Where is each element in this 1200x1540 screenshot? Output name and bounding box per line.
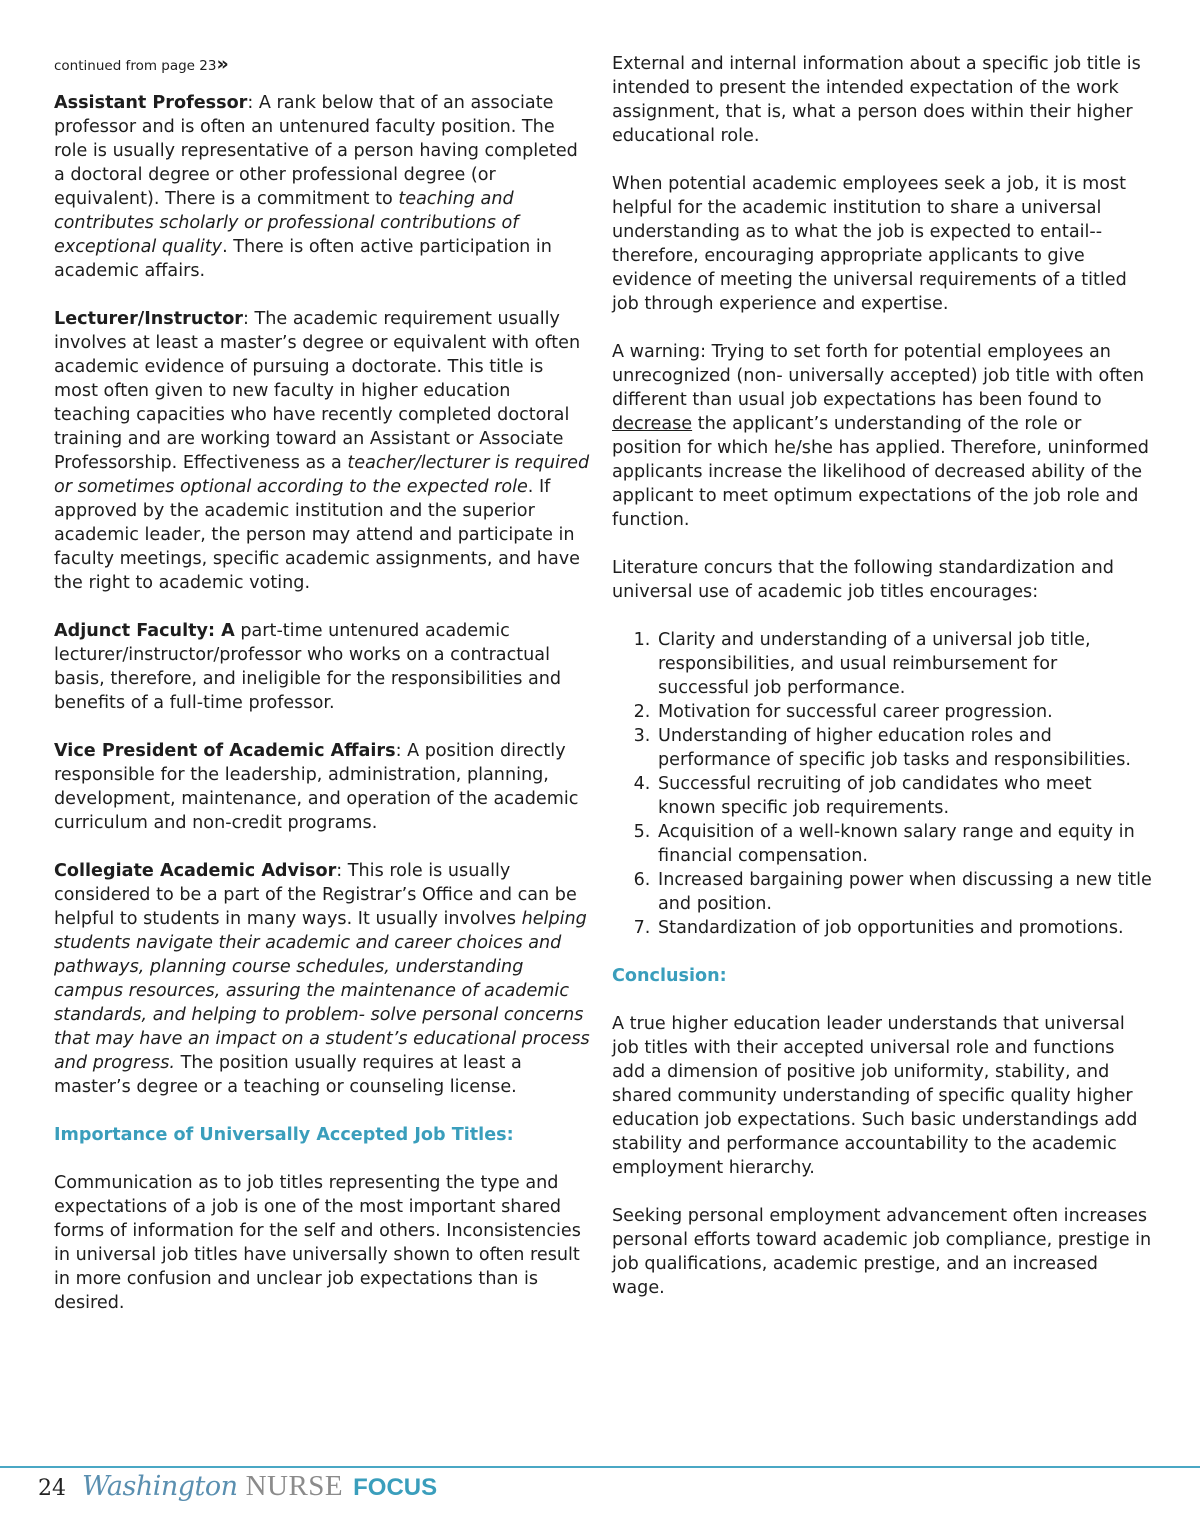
external-internal-paragraph: External and internal information about a specific job title is intended to present the intended expectation of the work assignment, that is, what a person does within their higher educational role. bbox=[612, 54, 1141, 146]
brand-logo-focus: FOCUS bbox=[353, 1474, 438, 1501]
footer-divider bbox=[0, 1466, 1200, 1468]
literature-paragraph: Literature concurs that the following standardization and universal use of academic job titles encourages: bbox=[612, 558, 1114, 602]
list-item: 4. Successful recruiting of job candidates who meet known specific job requirements. bbox=[656, 772, 1152, 820]
adjunct-paragraph: Adjunct Faculty: A part-time untenured academic lecturer/instructor/professor who works on a contractual basis, therefore, and ineligible for the responsibilities and benefits of a full-time professor. bbox=[54, 621, 562, 713]
list-item: 3. Understanding of higher education roles and performance of specific job tasks and responsibilities. bbox=[656, 724, 1152, 772]
decrease-underlined: decrease bbox=[612, 414, 693, 434]
assistant-professor-paragraph: Assistant Professor: A rank below that of an associate professor and is often an untenured faculty position. The role is usually representative of a person having completed a doctoral degree or other professional degree (or equivalent). There is a commitment to teaching and contributes scholarly or professional contributions of exceptional quality. There is often active participation in academic affairs. bbox=[54, 93, 578, 281]
list-item: 5. Acquisition of a well-known salary range and equity in financial compensation. bbox=[656, 820, 1152, 868]
list-item: 2. Motivation for successful career progression. bbox=[656, 700, 1152, 724]
brand-logo-nurse: NURSE bbox=[245, 1470, 344, 1502]
brand-logo-script: Washington bbox=[82, 1471, 238, 1502]
left-column bbox=[54, 52, 590, 1339]
list-item: 1. Clarity and understanding of a universal job title, responsibilities, and usual reimbursement for successful job performance. bbox=[656, 628, 1152, 700]
conclusion-heading: Conclusion: bbox=[612, 966, 727, 986]
vice-president-paragraph: Vice President of Academic Affairs: A position directly responsible for the leadership, administration, planning, development, maintenance, and operation of the academic curriculum and non-credit programs. bbox=[54, 741, 579, 833]
advisor-paragraph: Collegiate Academic Advisor: This role is usually considered to be a part of the Registrar’s Office and can be helpful to students in many ways. It usually involves helping students navigate their academic and career choices and pathways, planning course schedules, understanding campus resources, assuring the maintenance of academic standards, and helping to problem- solve personal concerns that may have an impact on a student’s educational process and progress. The position usually requires at least a master’s degree or a teaching or counseling license. bbox=[54, 861, 590, 1097]
lecturer-paragraph: Lecturer/Instructor: The academic requirement usually involves at least a master’s degree or equivalent with often academic evidence of pursuing a doctorate. This title is most often given to new faculty in higher education teaching capacities who have recently completed doctoral training and are working toward an Assistant or Associate Professorship. Effectiveness as a teacher/lecturer is required or sometimes optional according to the expected role. If approved by the academic institution and the superior academic leader, the person may attend and participate in faculty meetings, specific academic assignments, and have the right to academic voting. bbox=[54, 309, 590, 593]
term-academic-advisor: Collegiate Academic Advisor bbox=[54, 861, 337, 881]
list-item: 7. Standardization of job opportunities and promotions. bbox=[656, 916, 1152, 940]
importance-heading: Importance of Universally Accepted Job Titles: bbox=[54, 1125, 514, 1145]
continued-note[interactable]: continued from page 23» bbox=[54, 53, 229, 75]
conclusion-paragraph-2: Seeking personal employment advancement often increases personal efforts toward academic job compliance, prestige in job qualifications, academic prestige, and an increased wage. bbox=[612, 1206, 1152, 1298]
term-lecturer-instructor: Lecturer/Instructor bbox=[54, 309, 243, 329]
continue-arrow-icon: » bbox=[216, 53, 229, 75]
list-item: 6. Increased bargaining power when discussing a new title and position. bbox=[656, 868, 1152, 916]
term-adjunct-faculty: Adjunct Faculty: A bbox=[54, 621, 235, 641]
term-vice-president: Vice President of Academic Affairs bbox=[54, 741, 396, 761]
benefits-list bbox=[612, 628, 1152, 940]
potential-employees-paragraph: When potential academic employees seek a job, it is most helpful for the academic institution to share a universal understanding as to what the job is expected to entail-- therefore, encouraging appropriate applicants to give evidence of meeting the universal requirements of a titled job through experience and expertise. bbox=[612, 174, 1127, 314]
page-number: 24 bbox=[38, 1476, 66, 1501]
warning-paragraph: A warning: Trying to set forth for potential employees an unrecognized (non- universally accepted) job title with often different than usual job expectations has been found to decrease the applicant’s understanding of the role or position for which he/she has applied. Therefore, uninformed applicants increase the likelihood of decreased ability of the applicant to meet optimum expectations of the job role and function. bbox=[612, 342, 1149, 530]
communication-paragraph: Communication as to job titles representing the type and expectations of a job is one of the most important shared forms of information for the self and others. Inconsistencies in universal job titles have universally shown to often result in more confusion and unclear job expectations than is desired. bbox=[54, 1173, 581, 1313]
page-footer bbox=[38, 1470, 437, 1510]
right-column bbox=[612, 52, 1152, 1324]
conclusion-paragraph-1: A true higher education leader understands that universal job titles with their accepted universal role and functions add a dimension of positive job uniformity, stability, and shared community understanding of specific quality higher education job expectations. Such basic understandings add stability and performance accountability to the academic employment hierarchy. bbox=[612, 1014, 1138, 1178]
term-assistant-professor: Assistant Professor bbox=[54, 93, 248, 113]
